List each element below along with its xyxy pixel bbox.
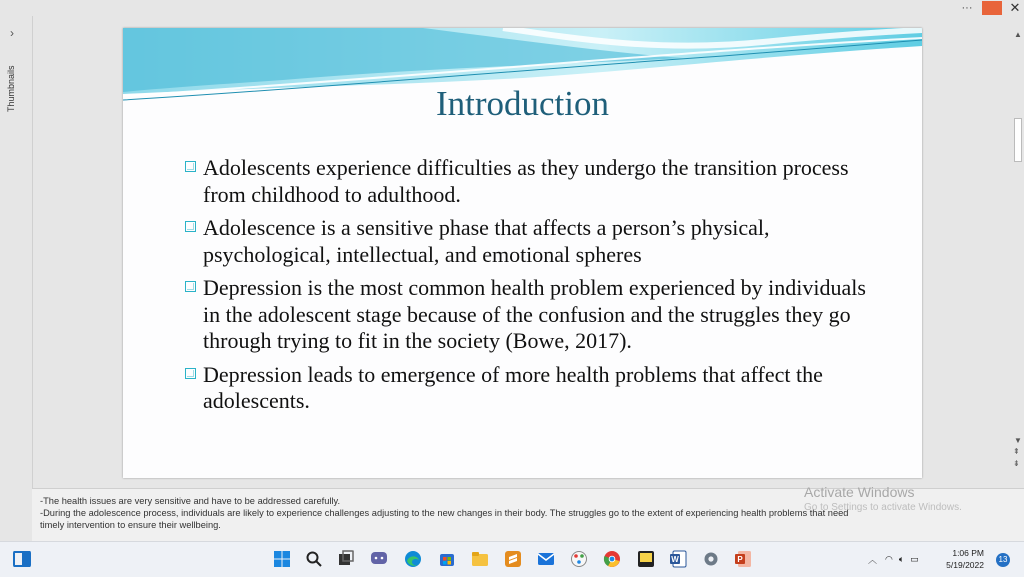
notes-line: -During the adolescence process, individuals are likely to experience challenges adjusting to the new changes in their body. The struggles go to the extent of experiencing health problems that need (40, 508, 849, 518)
next-slide-icon[interactable]: ⇟ (1013, 459, 1020, 468)
bullet-text: Depression leads to emergence of more health problems that affect the adolescents. (203, 361, 823, 413)
paint-app-icon[interactable] (570, 550, 588, 568)
search-icon[interactable] (305, 550, 323, 568)
bullet-text: Depression is the most common health problem experienced by individuals in the adolescent stage because of the confusion and the struggles they go through trying to fit in the society (Bowe, 2017). (203, 275, 866, 353)
bullet-item (185, 155, 875, 208)
start-windows-icon[interactable] (273, 550, 291, 568)
window-controls (956, 0, 1024, 16)
notification-badge[interactable]: 13 (996, 553, 1010, 567)
clock-time: 1:06 PM (952, 548, 984, 558)
word-icon[interactable] (669, 550, 687, 568)
more-options-button[interactable]: ··· (961, 2, 973, 14)
notes-line: timely intervention to ensure their wellbeing. (40, 520, 221, 530)
clock-date: 5/19/2022 (946, 560, 984, 570)
bullet-item (185, 215, 875, 268)
close-icon[interactable]: ✕ (1009, 0, 1021, 15)
checkbox-bullet-icon (185, 281, 196, 292)
sublime-app-icon[interactable] (504, 550, 522, 568)
expand-thumbnails-chevron-icon[interactable]: › (10, 26, 14, 40)
svg-text:W: W (671, 555, 679, 564)
thumbnails-panel (0, 16, 33, 490)
mail-icon[interactable] (537, 550, 555, 568)
bullet-item (185, 275, 875, 355)
microsoft-store-icon[interactable] (438, 550, 456, 568)
scrollbar-thumb[interactable] (1014, 118, 1022, 162)
vertical-scrollbar[interactable] (1012, 28, 1024, 478)
slide-bullet-list (185, 155, 875, 422)
task-view-widget-icon[interactable] (13, 550, 31, 568)
notes-line: -The health issues are very sensitive and have to be addressed carefully. (40, 496, 341, 506)
show-hidden-icons-chevron-icon[interactable]: ︿ (868, 555, 878, 565)
bullet-text: Adolescents experience difficulties as they undergo the transition process from childhood to adulthood. (203, 155, 849, 207)
file-explorer-icon[interactable] (471, 550, 489, 568)
windows-taskbar (0, 541, 1024, 577)
volume-icon[interactable]: 🔈︎ (898, 554, 905, 564)
thumbnails-label[interactable]: Thumbnails (6, 65, 16, 112)
sticky-notes-icon[interactable] (637, 550, 655, 568)
checkbox-bullet-icon (185, 161, 196, 172)
bullet-item (185, 362, 875, 415)
checkbox-bullet-icon (185, 368, 196, 379)
battery-icon[interactable]: ▭ (910, 554, 919, 564)
bullet-text: Adolescence is a sensitive phase that affects a person’s physical, psychological, intellectual, and emotional spheres (203, 215, 770, 267)
scroll-down-icon[interactable]: ▼ (1014, 436, 1022, 445)
settings-gear-icon[interactable] (702, 550, 720, 568)
slide-canvas[interactable] (123, 28, 922, 478)
chrome-icon[interactable] (603, 550, 621, 568)
previous-slide-icon[interactable]: ⇞ (1013, 447, 1020, 456)
taskbar-clock[interactable] (944, 547, 984, 571)
teams-chat-icon[interactable] (370, 550, 388, 568)
powerpoint-icon[interactable] (734, 550, 752, 568)
checkbox-bullet-icon (185, 221, 196, 232)
svg-text:P: P (737, 555, 743, 564)
slide-title: Introduction (435, 84, 610, 123)
scroll-up-icon[interactable]: ▲ (1014, 30, 1022, 39)
activate-windows-subtext: Go to Settings to activate Windows. (804, 502, 962, 513)
system-tray (868, 542, 919, 577)
wifi-icon[interactable]: ◠ (885, 554, 893, 564)
edge-browser-icon[interactable] (404, 550, 422, 568)
activate-windows-watermark: Activate Windows (804, 484, 915, 500)
presenter-button[interactable] (982, 1, 1002, 15)
task-view-icon[interactable] (337, 550, 355, 568)
